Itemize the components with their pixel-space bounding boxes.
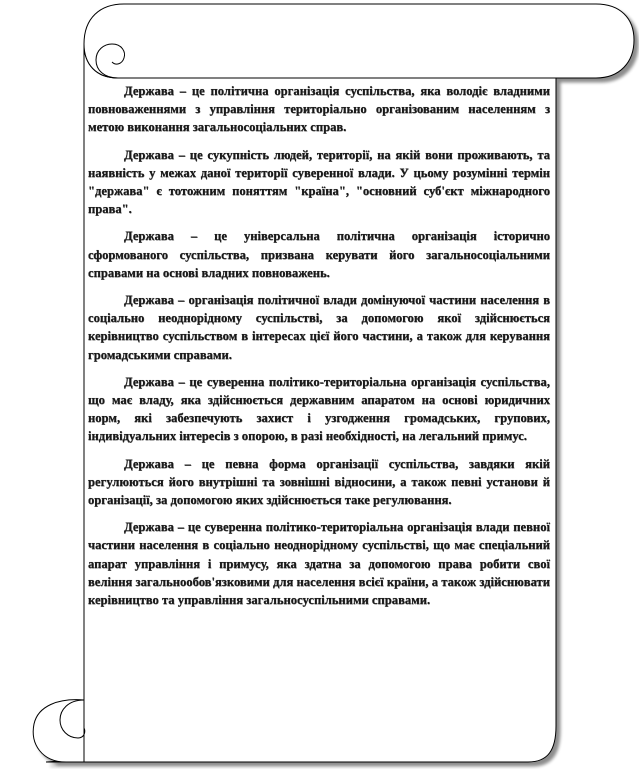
- definition-paragraph: [88, 82, 550, 137]
- definition-paragraph: [88, 455, 550, 510]
- definition-text: – це універсальна політична організація історично сформованого суспільства, призвана керувати його загальносоціальними справами на основі владних повноважень.: [88, 229, 550, 280]
- definition-text: – це політична організація суспільства, яка володіє владними повноваженнями з управління територіально організованим населенням з метою виконання загальносоціальних справ.: [88, 84, 550, 135]
- definition-term: Держава: [124, 374, 174, 389]
- definition-text: – організація політичної влади домінуючої частини населення в соціально неоднорідному суспільстві, за допомогою якої здійснюється керівництво суспільством в інтересах цієї його частини, а також для керування громадськими справами.: [88, 293, 550, 362]
- definition-text: – це сукупність людей, території, на якій вони проживають, та наявність у межах даної території суверенної влади. У цьому розумінні термін "держава" є тотожним поняттям "країна", "основний суб'єкт міжнародного права".: [88, 147, 550, 217]
- definition-paragraph: [88, 373, 550, 446]
- definitions-list: [88, 82, 550, 618]
- definition-term: Держава: [124, 293, 174, 308]
- definition-term: Держава: [124, 456, 174, 471]
- definition-paragraph: [88, 518, 550, 609]
- definition-term: Держава: [124, 520, 174, 535]
- definition-text: – це суверенна політико-територіальна організація влади певної частини населення в соціально неоднорідному суспільстві, що має спеціальний апарат управління і примусу, яка здатна за допомогою права робити свої веління загальнообов'язковими для населення всієї країни, а також здійснювати керівництво та управління загальносуспільними справами.: [88, 520, 550, 608]
- definition-paragraph: [88, 227, 550, 282]
- definition-text: – це суверенна політико-територіальна організація суспільства, що має владу, яка здійснюється державним апаратом на основі юридичних норм, які забезпечують захист і узгодження громадських, групових, індивідуальних інтересів з опорою, в разі необхідності, на легальний примус.: [88, 374, 550, 444]
- definition-term: Держава: [124, 84, 174, 98]
- definition-paragraph: [88, 146, 550, 219]
- definition-term: Держава: [124, 229, 174, 244]
- definition-paragraph: [88, 291, 550, 364]
- definition-term: Держава: [124, 147, 174, 162]
- scroll-bottom-roll: [33, 700, 84, 762]
- definition-text: – це певна форма організації суспільства, завдяки якій регулюються його внутрішні та зовнішні відносини, а також певні установи й організації, за допомогою яких здійснюється таке регулювання.: [88, 456, 550, 508]
- scroll-top-roll: [84, 4, 634, 78]
